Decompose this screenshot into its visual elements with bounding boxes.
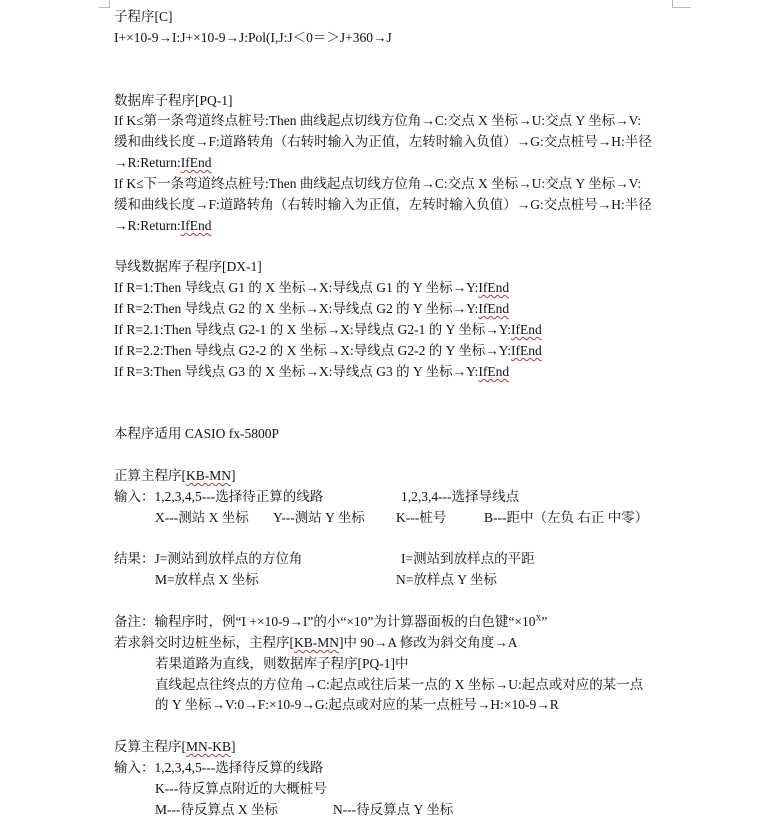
pq1-title: 数据库子程序[PQ-1] xyxy=(114,93,233,108)
page-corner-mark-right xyxy=(672,0,691,8)
var-k: K---桩号 xyxy=(396,510,447,525)
var-x: X---测站 X 坐标 xyxy=(155,510,249,525)
pq1-line-4: If K≤下一条弯道终点桩号:Then 曲线起点切线方位角→C:交点 X 坐标→U:交点 Y 坐标→V: xyxy=(114,176,642,191)
ifend-keyword: IfEnd xyxy=(478,364,510,379)
mnkb-mn-line xyxy=(155,801,685,819)
ifend-keyword: IfEnd xyxy=(180,155,212,170)
kbmn-input-line xyxy=(114,488,684,506)
mnkb-title: 反算主程序[MN-KB] xyxy=(114,739,236,754)
ifend-keyword: IfEnd xyxy=(478,301,510,316)
ifend-keyword: IfEnd xyxy=(510,343,542,358)
straight-note-2: 直线起点往终点的方位角→C:起点或往后某一点的 X 坐标→U:起点或对应的某一点 xyxy=(155,677,644,692)
applies-to-calculator: 本程序适用 CASIO fx-5800P xyxy=(114,426,280,441)
dx1-line-4: If R=2.2:Then 导线点 G2-2 的 X 坐标→X:导线点 G2-2 的 Y 坐标→Y:IfEnd xyxy=(114,343,542,358)
ifend-keyword: IfEnd xyxy=(478,280,510,295)
kbmn-title: 正算主程序[KB-MN] xyxy=(114,468,236,483)
kbmn-vars-line xyxy=(155,509,685,527)
dx1-line-3: If R=2.1:Then 导线点 G2-1 的 X 坐标→X:导线点 G2-1 的 Y 坐标→Y:IfEnd xyxy=(114,322,542,337)
pq1-line-6: →R:Return:IfEnd xyxy=(114,218,212,233)
pq1-line-2: 缓和曲线长度→F:道路转角（右转时输入为正值，左转时输入负值）→G:交点桩号→H:半径 xyxy=(114,134,652,149)
skew-note: 若求斜交时边桩坐标，主程序[KB-MN]中 90→A 修改为斜交角度→A xyxy=(114,635,518,650)
mnkb-k-line: K---待反算点附近的大概桩号 xyxy=(155,781,327,796)
var-y: Y---测站 Y 坐标 xyxy=(273,510,365,525)
sub-c-line: I+×10-9→I:J+×10-9→J:Pol(I,J:J＜0＝＞J+360→J xyxy=(114,30,392,45)
mnkb-m: M---待反算点 X 坐标 xyxy=(155,802,278,817)
pq1-line-3: →R:Return:IfEnd xyxy=(114,155,212,170)
page-corner-mark-left xyxy=(99,0,110,8)
ifend-keyword: IfEnd xyxy=(510,322,542,337)
kbmn-input-route: 输入：1,2,3,4,5---选择待正算的线路 xyxy=(114,489,324,504)
dx1-line-2: If R=2:Then 导线点 G2 的 X 坐标→X:导线点 G2 的 Y 坐标→Y:IfEnd xyxy=(114,301,510,316)
straight-note-1: 若果道路为直线，则数据库子程序[PQ-1]中 xyxy=(155,656,409,671)
pq1-line-5: 缓和曲线长度→F:道路转角（右转时输入为正值，左转时输入负值）→G:交点桩号→H:半径 xyxy=(114,197,652,212)
pq1-line-1: If K≤第一条弯道终点桩号:Then 曲线起点切线方位角→C:交点 X 坐标→U:交点 Y 坐标→V: xyxy=(114,113,642,128)
ifend-keyword: IfEnd xyxy=(180,218,212,233)
sub-c-title: 子程序[C] xyxy=(114,9,173,24)
kbmn-result-line-1 xyxy=(114,550,684,568)
kbmn-input-traverse: 1,2,3,4---选择导线点 xyxy=(401,489,520,504)
straight-note-3: 的 Y 坐标→V:0→F:×10-9→G:起点或对应的某一点桩号→H:×10-9→R xyxy=(155,697,559,712)
mnkb-input-line: 输入：1,2,3,4,5---选择待反算的线路 xyxy=(114,760,324,775)
dx1-line-5: If R=3:Then 导线点 G3 的 X 坐标→X:导线点 G3 的 Y 坐标→Y:IfEnd xyxy=(114,364,510,379)
dx1-line-1: If R=1:Then 导线点 G1 的 X 坐标→X:导线点 G1 的 Y 坐标→Y:IfEnd xyxy=(114,280,510,295)
kbmn-result-line-2 xyxy=(155,571,685,589)
result-i: I=测站到放样点的平距 xyxy=(401,551,535,566)
var-b: B---距中（左负 右正 中零） xyxy=(484,510,649,525)
remark-line: 备注：输程序时，例“I +×10-9→I”的小“×10”为计算器面板的白色键“$\times 10^X$” xyxy=(114,613,548,629)
result-n: N=放样点 Y 坐标 xyxy=(396,572,497,587)
dx1-title: 导线数据库子程序[DX-1] xyxy=(114,259,262,274)
mnkb-n: N---待反算点 Y 坐标 xyxy=(333,802,454,817)
result-m: M=放样点 X 坐标 xyxy=(155,572,259,587)
result-j: 结果：J=测站到放样点的方位角 xyxy=(114,551,303,566)
